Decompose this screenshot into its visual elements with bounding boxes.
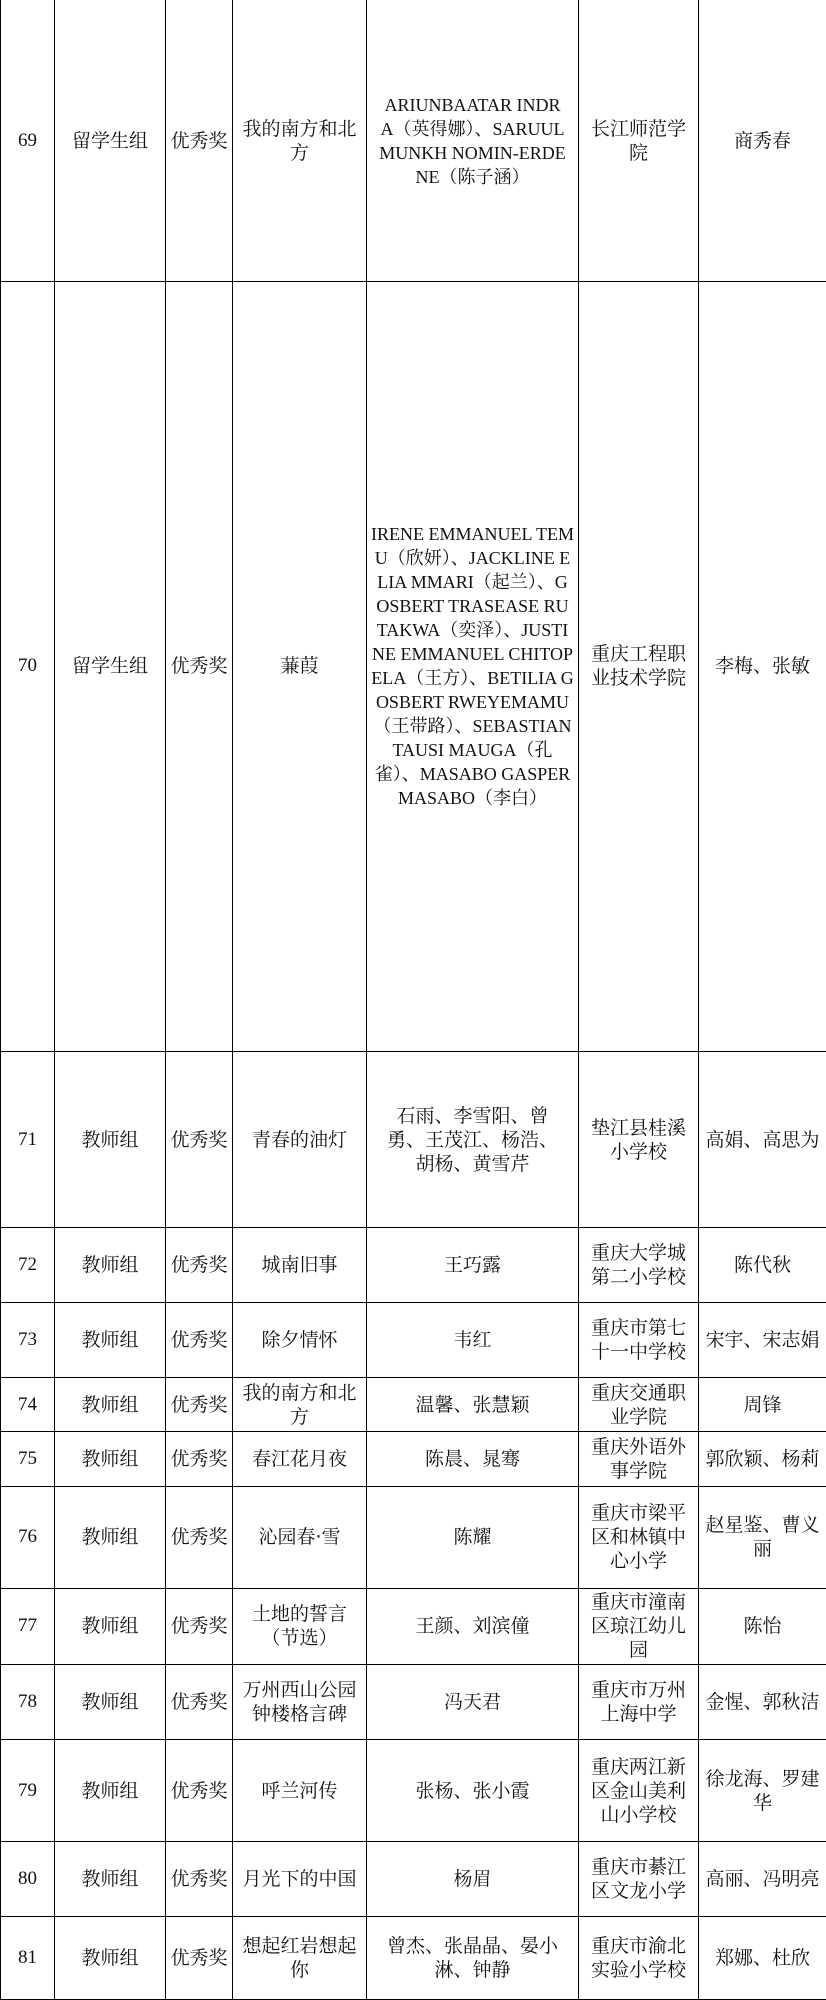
authors-cell: 杨眉 xyxy=(367,1842,579,1917)
authors-cell: ARIUNBAATAR INDRA（英得娜）、SARUULMUNKH NOMIN-ERDENE（陈子涵） xyxy=(367,0,579,282)
award-cell: 优秀奖 xyxy=(166,1664,233,1740)
teacher-cell: 高丽、冯明亮 xyxy=(699,1842,826,1917)
award-cell: 优秀奖 xyxy=(166,1588,233,1664)
authors-cell: 曾杰、张晶晶、晏小淋、钟静 xyxy=(367,1917,579,2000)
award-cell: 优秀奖 xyxy=(166,0,233,282)
row-number: 79 xyxy=(1,1740,55,1842)
teacher-cell: 宋宇、宋志娟 xyxy=(699,1303,826,1378)
award-cell: 优秀奖 xyxy=(166,1432,233,1487)
group-cell: 教师组 xyxy=(55,1303,166,1378)
authors-cell: 张杨、张小霞 xyxy=(367,1740,579,1842)
award-cell: 优秀奖 xyxy=(166,1228,233,1303)
work-title-cell: 蒹葭 xyxy=(233,282,367,1052)
table-row xyxy=(1,1432,826,1487)
row-number: 71 xyxy=(1,1051,55,1228)
school-cell: 重庆市綦江区文龙小学 xyxy=(579,1842,699,1917)
table-row xyxy=(1,1664,826,1740)
school-cell: 重庆市梁平区和林镇中心小学 xyxy=(579,1486,699,1588)
school-cell: 重庆大学城第二小学校 xyxy=(579,1228,699,1303)
row-number: 75 xyxy=(1,1432,55,1487)
school-cell: 重庆市第七十一中学校 xyxy=(579,1303,699,1378)
table-row xyxy=(1,1842,826,1917)
row-number: 78 xyxy=(1,1664,55,1740)
work-title-cell: 沁园春·雪 xyxy=(233,1486,367,1588)
school-cell: 重庆工程职业技术学院 xyxy=(579,282,699,1052)
award-cell: 优秀奖 xyxy=(166,1486,233,1588)
teacher-cell: 郭欣颖、杨莉 xyxy=(699,1432,826,1487)
award-cell: 优秀奖 xyxy=(166,1917,233,2000)
teacher-cell: 周锋 xyxy=(699,1377,826,1432)
award-cell: 优秀奖 xyxy=(166,1377,233,1432)
group-cell: 教师组 xyxy=(55,1377,166,1432)
work-title-cell: 呼兰河传 xyxy=(233,1740,367,1842)
group-cell: 教师组 xyxy=(55,1228,166,1303)
row-number: 70 xyxy=(1,282,55,1052)
work-title-cell: 青春的油灯 xyxy=(233,1051,367,1228)
authors-cell: 韦红 xyxy=(367,1303,579,1378)
table-row xyxy=(1,1486,826,1588)
award-cell: 优秀奖 xyxy=(166,1842,233,1917)
table-row xyxy=(1,1377,826,1432)
work-title-cell: 想起红岩想起你 xyxy=(233,1917,367,2000)
work-title-cell: 春江花月夜 xyxy=(233,1432,367,1487)
work-title-cell: 除夕情怀 xyxy=(233,1303,367,1378)
award-cell: 优秀奖 xyxy=(166,1051,233,1228)
table-row xyxy=(1,1740,826,1842)
group-cell: 教师组 xyxy=(55,1740,166,1842)
group-cell: 教师组 xyxy=(55,1432,166,1487)
authors-cell: 陈耀 xyxy=(367,1486,579,1588)
teacher-cell: 赵星鉴、曹义丽 xyxy=(699,1486,826,1588)
work-title-cell: 城南旧事 xyxy=(233,1228,367,1303)
school-cell: 垫江县桂溪小学校 xyxy=(579,1051,699,1228)
table-row xyxy=(1,282,826,1052)
teacher-cell: 郑娜、杜欣 xyxy=(699,1917,826,2000)
authors-cell: 陈晨、晁骞 xyxy=(367,1432,579,1487)
table-row xyxy=(1,1051,826,1228)
award-cell: 优秀奖 xyxy=(166,1303,233,1378)
table-row xyxy=(1,1303,826,1378)
group-cell: 教师组 xyxy=(55,1588,166,1664)
work-title-cell: 万州西山公园钟楼格言碑 xyxy=(233,1664,367,1740)
award-cell: 优秀奖 xyxy=(166,1740,233,1842)
authors-cell: 王巧露 xyxy=(367,1228,579,1303)
authors-cell: IRENE EMMANUEL TEMU（欣妍）、JACKLINE ELIA MMARI（起兰）、GOSBERT TRASEASE RUTAKWA（奕泽）、JUSTINE EMMANUEL CHITOPELA（王方）、BETILIA GOSBERT RWEYEMAMU（王带路）、SEBASTIAN TAUSI MAUGA（孔雀）、MASABO GASPER MASABO（李白） xyxy=(367,282,579,1052)
school-cell: 重庆交通职业学院 xyxy=(579,1377,699,1432)
work-title-cell: 我的南方和北方 xyxy=(233,1377,367,1432)
teacher-cell: 商秀春 xyxy=(699,0,826,282)
row-number: 76 xyxy=(1,1486,55,1588)
teacher-cell: 徐龙海、罗建华 xyxy=(699,1740,826,1842)
school-cell: 长江师范学院 xyxy=(579,0,699,282)
work-title-cell: 月光下的中国 xyxy=(233,1842,367,1917)
authors-cell: 王颜、刘滨僮 xyxy=(367,1588,579,1664)
group-cell: 留学生组 xyxy=(55,282,166,1052)
authors-cell: 冯天君 xyxy=(367,1664,579,1740)
work-title-cell: 土地的誓言（节选） xyxy=(233,1588,367,1664)
group-cell: 教师组 xyxy=(55,1842,166,1917)
teacher-cell: 金惺、郭秋洁 xyxy=(699,1664,826,1740)
school-cell: 重庆两江新区金山美利山小学校 xyxy=(579,1740,699,1842)
group-cell: 教师组 xyxy=(55,1664,166,1740)
row-number: 77 xyxy=(1,1588,55,1664)
group-cell: 留学生组 xyxy=(55,0,166,282)
row-number: 81 xyxy=(1,1917,55,2000)
row-number: 72 xyxy=(1,1228,55,1303)
teacher-cell: 李梅、张敏 xyxy=(699,282,826,1052)
table-row xyxy=(1,1917,826,2000)
row-number: 74 xyxy=(1,1377,55,1432)
school-cell: 重庆市万州上海中学 xyxy=(579,1664,699,1740)
table-row xyxy=(1,0,826,282)
work-title-cell: 我的南方和北方 xyxy=(233,0,367,282)
table-row xyxy=(1,1228,826,1303)
row-number: 69 xyxy=(1,0,55,282)
school-cell: 重庆外语外事学院 xyxy=(579,1432,699,1487)
group-cell: 教师组 xyxy=(55,1486,166,1588)
school-cell: 重庆市渝北实验小学校 xyxy=(579,1917,699,2000)
row-number: 73 xyxy=(1,1303,55,1378)
school-cell: 重庆市潼南区琼江幼儿园 xyxy=(579,1588,699,1664)
row-number: 80 xyxy=(1,1842,55,1917)
group-cell: 教师组 xyxy=(55,1051,166,1228)
authors-cell: 石雨、李雪阳、曾勇、王茂江、杨浩、胡杨、黄雪芹 xyxy=(367,1051,579,1228)
group-cell: 教师组 xyxy=(55,1917,166,2000)
teacher-cell: 陈怡 xyxy=(699,1588,826,1664)
teacher-cell: 陈代秋 xyxy=(699,1228,826,1303)
table-row xyxy=(1,1588,826,1664)
award-cell: 优秀奖 xyxy=(166,282,233,1052)
authors-cell: 温馨、张慧颖 xyxy=(367,1377,579,1432)
teacher-cell: 高娟、高思为 xyxy=(699,1051,826,1228)
